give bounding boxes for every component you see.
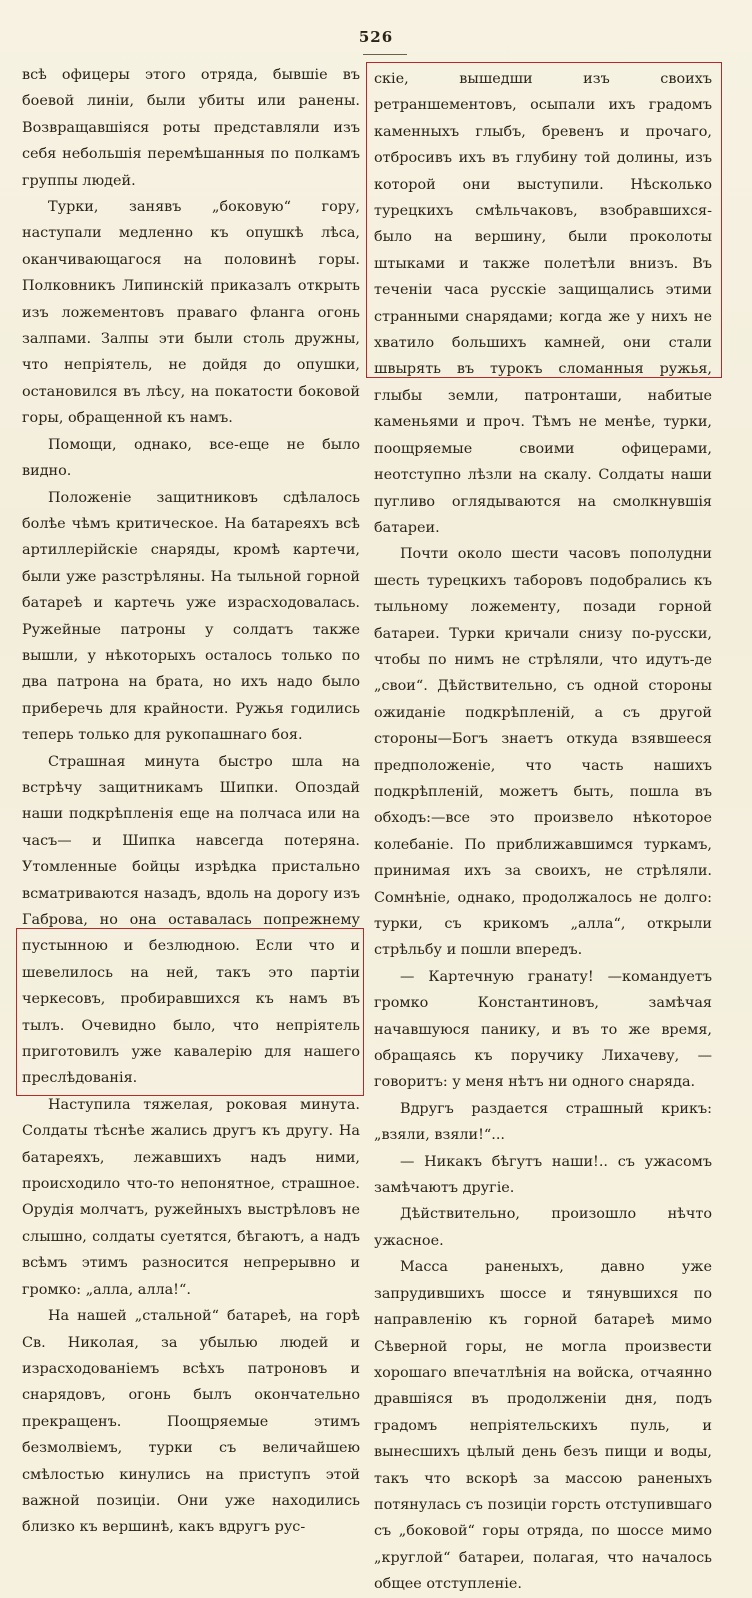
paragraph: Страшная минута быстро шла на встрѣчу защитникамъ Шипки. Опоздай наши подкрѣпленія еще на полчаса или на часъ— и Шипка навсегда потеряна. Утомленные бойцы изрѣдка пристально всматриваются назадъ, вдоль на дорогу изъ Габрова, но она оставалась попрежнему пустынною и безлюдною. Если что и шевелилось на ней, такъ это партіи черкесовъ, пробиравшихся къ намъ въ тылъ. Очевидно было, что непріятель приготовилъ уже кавалерію для нашего преслѣдованія. (22, 753, 360, 1087)
paragraph: — Картечную гранату! —командуетъ громко Константиновъ, замѣчая начавшуюся панику, и въ то же время, обращаясь къ поручику Лихачеву, — говоритъ: у меня нѣтъ ни одного снаряда. (374, 968, 712, 1091)
paragraph: Дѣйствительно, произошло нѣчто ужасное. (374, 1206, 712, 1249)
highlight-box-bottom-left (16, 928, 364, 1096)
paragraph: Почти около шести часовъ пополудни шесть турецкихъ таборовъ подобрались къ тыльному ложементу, позади горной батареи. Турки кричали снизу по-русски, чтобы по нимъ не стрѣляли, что идутъ-де „свои“. Дѣйствительно, съ одной стороны ожиданіе подкрѣпленій, а съ другой стороны—Богъ знаетъ откуда взявшееся предположеніе, что часть нашихъ подкрѣпленій, можетъ быть, пошла въ обходъ:—все это произвело нѣкоторое колебаніе. По приближавшимся туркамъ, принимая ихъ за своихъ, не стрѣляли. Сомнѣніе, однако, продолжалось не долго: турки, съ крикомъ „алла“, открыли стрѣльбу и пошли впередъ. (374, 546, 712, 959)
paragraph: — Никакъ бѣгутъ наши!.. съ ужасомъ замѣчаютъ другіе. (374, 1153, 712, 1197)
highlight-box-top-right (366, 62, 722, 378)
left-column (22, 62, 360, 1541)
paragraph: На нашей „стальной“ батареѣ, на горѣ Св. Николая, за убылью людей и израсходованіемъ всѣхъ патроновъ и снарядовъ, огонь былъ окончательно прекращенъ. Поощряемые этимъ безмолвіемъ, турки съ величайшею смѣлостью кинулись на приступъ этой важной позиціи. Они уже находились близко къ вершинѣ, какъ вдругъ рус- (22, 1308, 360, 1536)
paragraph: Турки, занявъ „боковую“ гору, наступали медленно къ опушкѣ лѣса, оканчивающагося на половинѣ горы. Полковникъ Липинскій приказалъ открыть изъ ложементовъ праваго фланга огонь залпами. Залпы эти были столь дружны, что непріятель, не дойдя до опушки, остановился въ лѣсу, на покатости боковой горы, обращенной къ намъ. (22, 199, 360, 427)
header-rule (363, 54, 407, 55)
page-number: 526 (358, 28, 394, 46)
paragraph: Помощи, однако, все-еще не было видно. (22, 436, 360, 480)
paragraph: скіе, вышедши изъ своихъ ретраншементовъ, осыпали ихъ градомъ каменныхъ глыбъ, бревенъ и прочаго, отбросивъ ихъ въ глубину той долины, изъ которой они выступили. Нѣсколько турецкихъ смѣльчаковъ, взобравшихся-было на вершину, были проколоты штыками и также полетѣли внизъ. Въ теченіи часа русскіе защищались этими странными снарядами; когда же у нихъ не хватило большихъ камней, они стали швырять въ турокъ сломанныя ружья, глыбы земли, патронташи, набитые каменьями и проч. Тѣмъ не менѣе, турки, поощряемые своими офицерами, неотступно лѣзли на скалу. Солдаты наши пугливо оглядываются на смолкнувшія батареи. (374, 71, 712, 536)
paragraph: Масса раненыхъ, давно уже запрудившихъ шоссе и тянувшихся по направленію къ горной батареѣ мимо Сѣверной горы, не могла произвести хорошаго впечатлѣнія на войска, отчаянно дравшіяся въ продолженіи дня, подъ градомъ непріятельскихъ пуль, и вынесшихъ цѣлый день безъ пищи и воды, такъ что вскорѣ за массою раненыхъ потянулась съ позиціи горсть отступившаго съ „боковой“ горы отряда, по шоссе мимо „круглой“ батареи, полагая, что началось общее отступленіе. (374, 1259, 712, 1593)
paragraph: Наступила тяжелая, роковая минута. Солдаты тѣснѣе жались другъ къ другу. На батареяхъ, лежавшихъ надъ ними, происходило что-то непонятное, страшное. Орудія молчатъ, ружейныхъ выстрѣловъ не слышно, солдаты суетятся, бѣгаютъ, а надъ всѣмъ этимъ разносится непрерывно и громко: „алла, алла!“. (22, 1096, 360, 1298)
paragraph: Положеніе защитниковъ сдѣлалось болѣе чѣмъ критическое. На батареяхъ всѣ артиллерійскіе снаряды, кромѣ картечи, были уже разстрѣляны. На тыльной горной батареѣ и картечь уже израсходовалась. Ружейные патроны у солдатъ также вышли, у нѣкоторыхъ осталось только по два патрона на брата, но ихъ надо было приберечь для крайности. Ружья годились теперь только для рукопашнаго боя. (22, 489, 360, 744)
paragraph: Вдругъ раздается страшный крикъ: „взяли, взяли!“... (374, 1100, 712, 1144)
paragraph: всѣ офицеры этого отряда, бывшіе въ боевой линіи, были убиты или ранены. Возвращавшіяся роты представляли изъ себя небольшія перемѣшанныя по полкамъ группы людей. (22, 67, 360, 189)
